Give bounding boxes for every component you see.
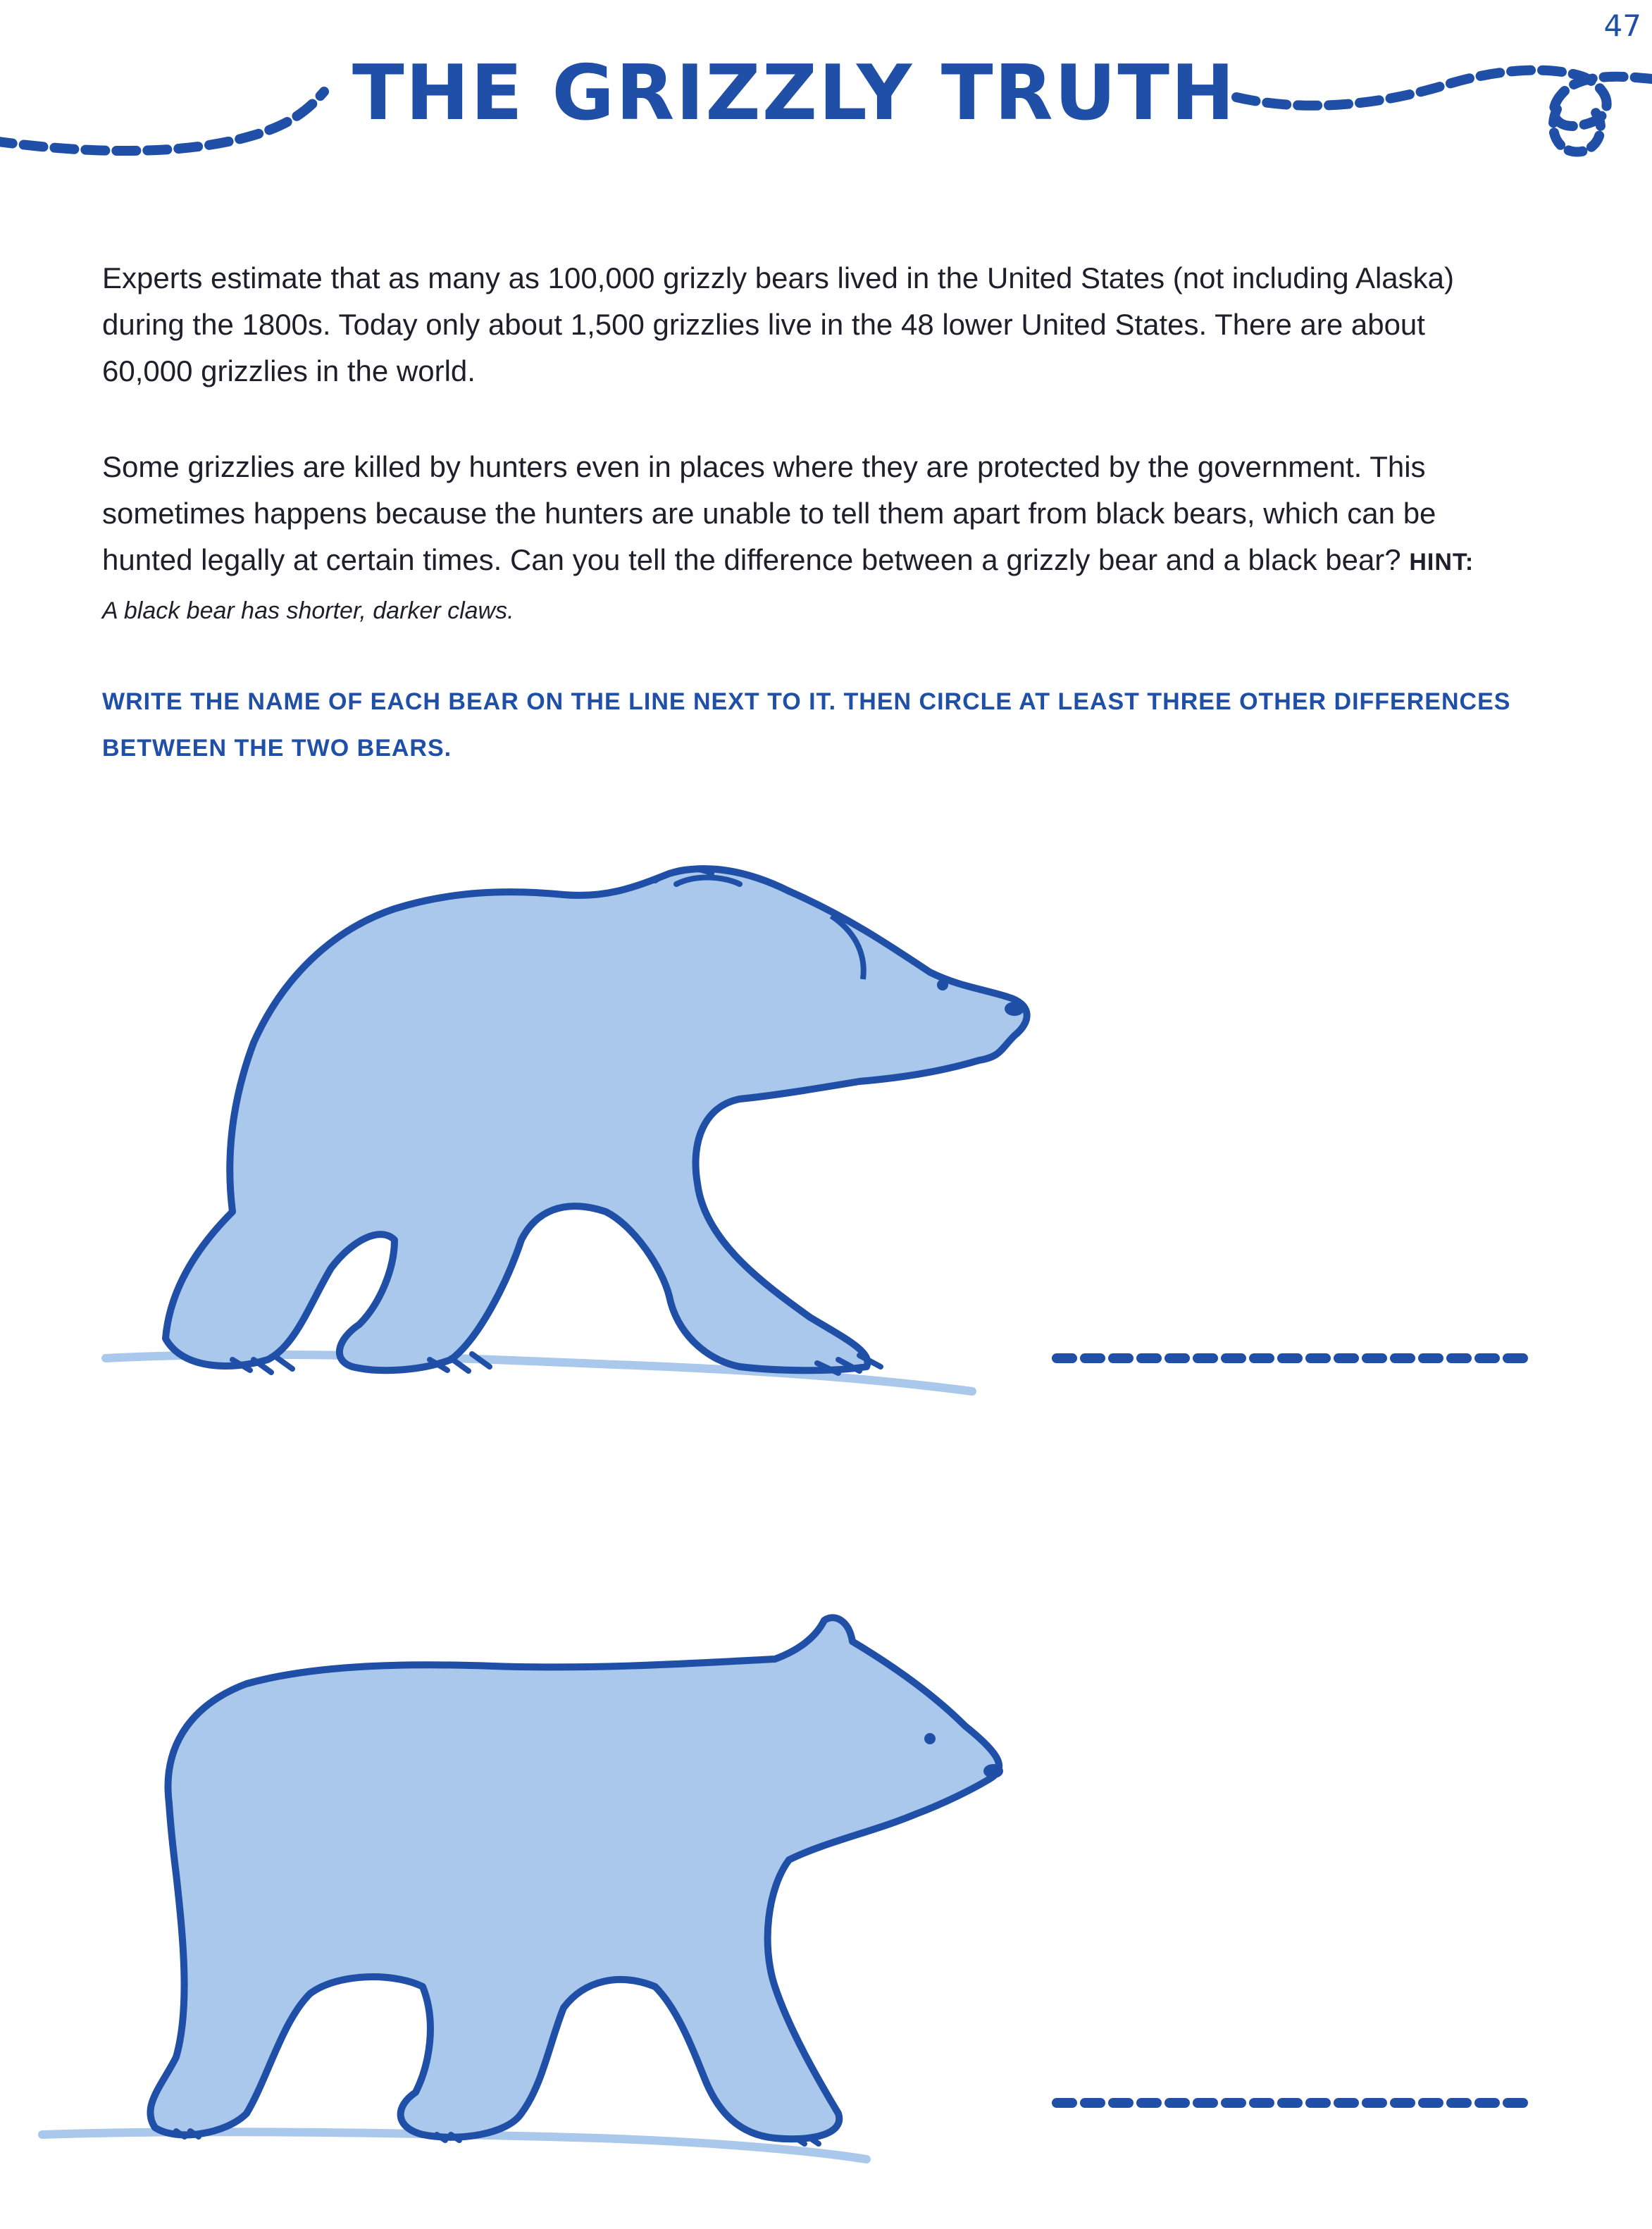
answer-line-2-text[interactable] (1057, 2055, 1532, 2097)
hint-label: HINT: (1409, 549, 1474, 576)
intro-paragraph: Experts estimate that as many as 100,000 grizzly bears lived in the United States (not including Alaska) during the 1800s. Today only about 1,500 grizzlies live in the 48 lower United States. There are about 60,000 grizzlies in the world. (102, 261, 1454, 387)
hunting-paragraph-text: Some grizzlies are killed by hunters even in places where they are protected by the government. This sometimes happens because the hunters are unable to tell them apart from black bears, which can be hunted legally at certain times. Can you tell the difference between a grizzly bear and a black bear? (102, 450, 1436, 576)
page-number: 47 (1603, 8, 1641, 43)
hint-text: A black bear has shorter, darker claws. (102, 597, 514, 624)
activity-instructions: WRITE THE NAME OF EACH BEAR ON THE LINE NEXT TO IT. THEN CIRCLE AT LEAST THREE OTHER DIFFERENCES BETWEEN THE TWO BEARS. (102, 688, 1511, 762)
page-title: THE GRIZZLY TRUTH (352, 49, 1236, 137)
